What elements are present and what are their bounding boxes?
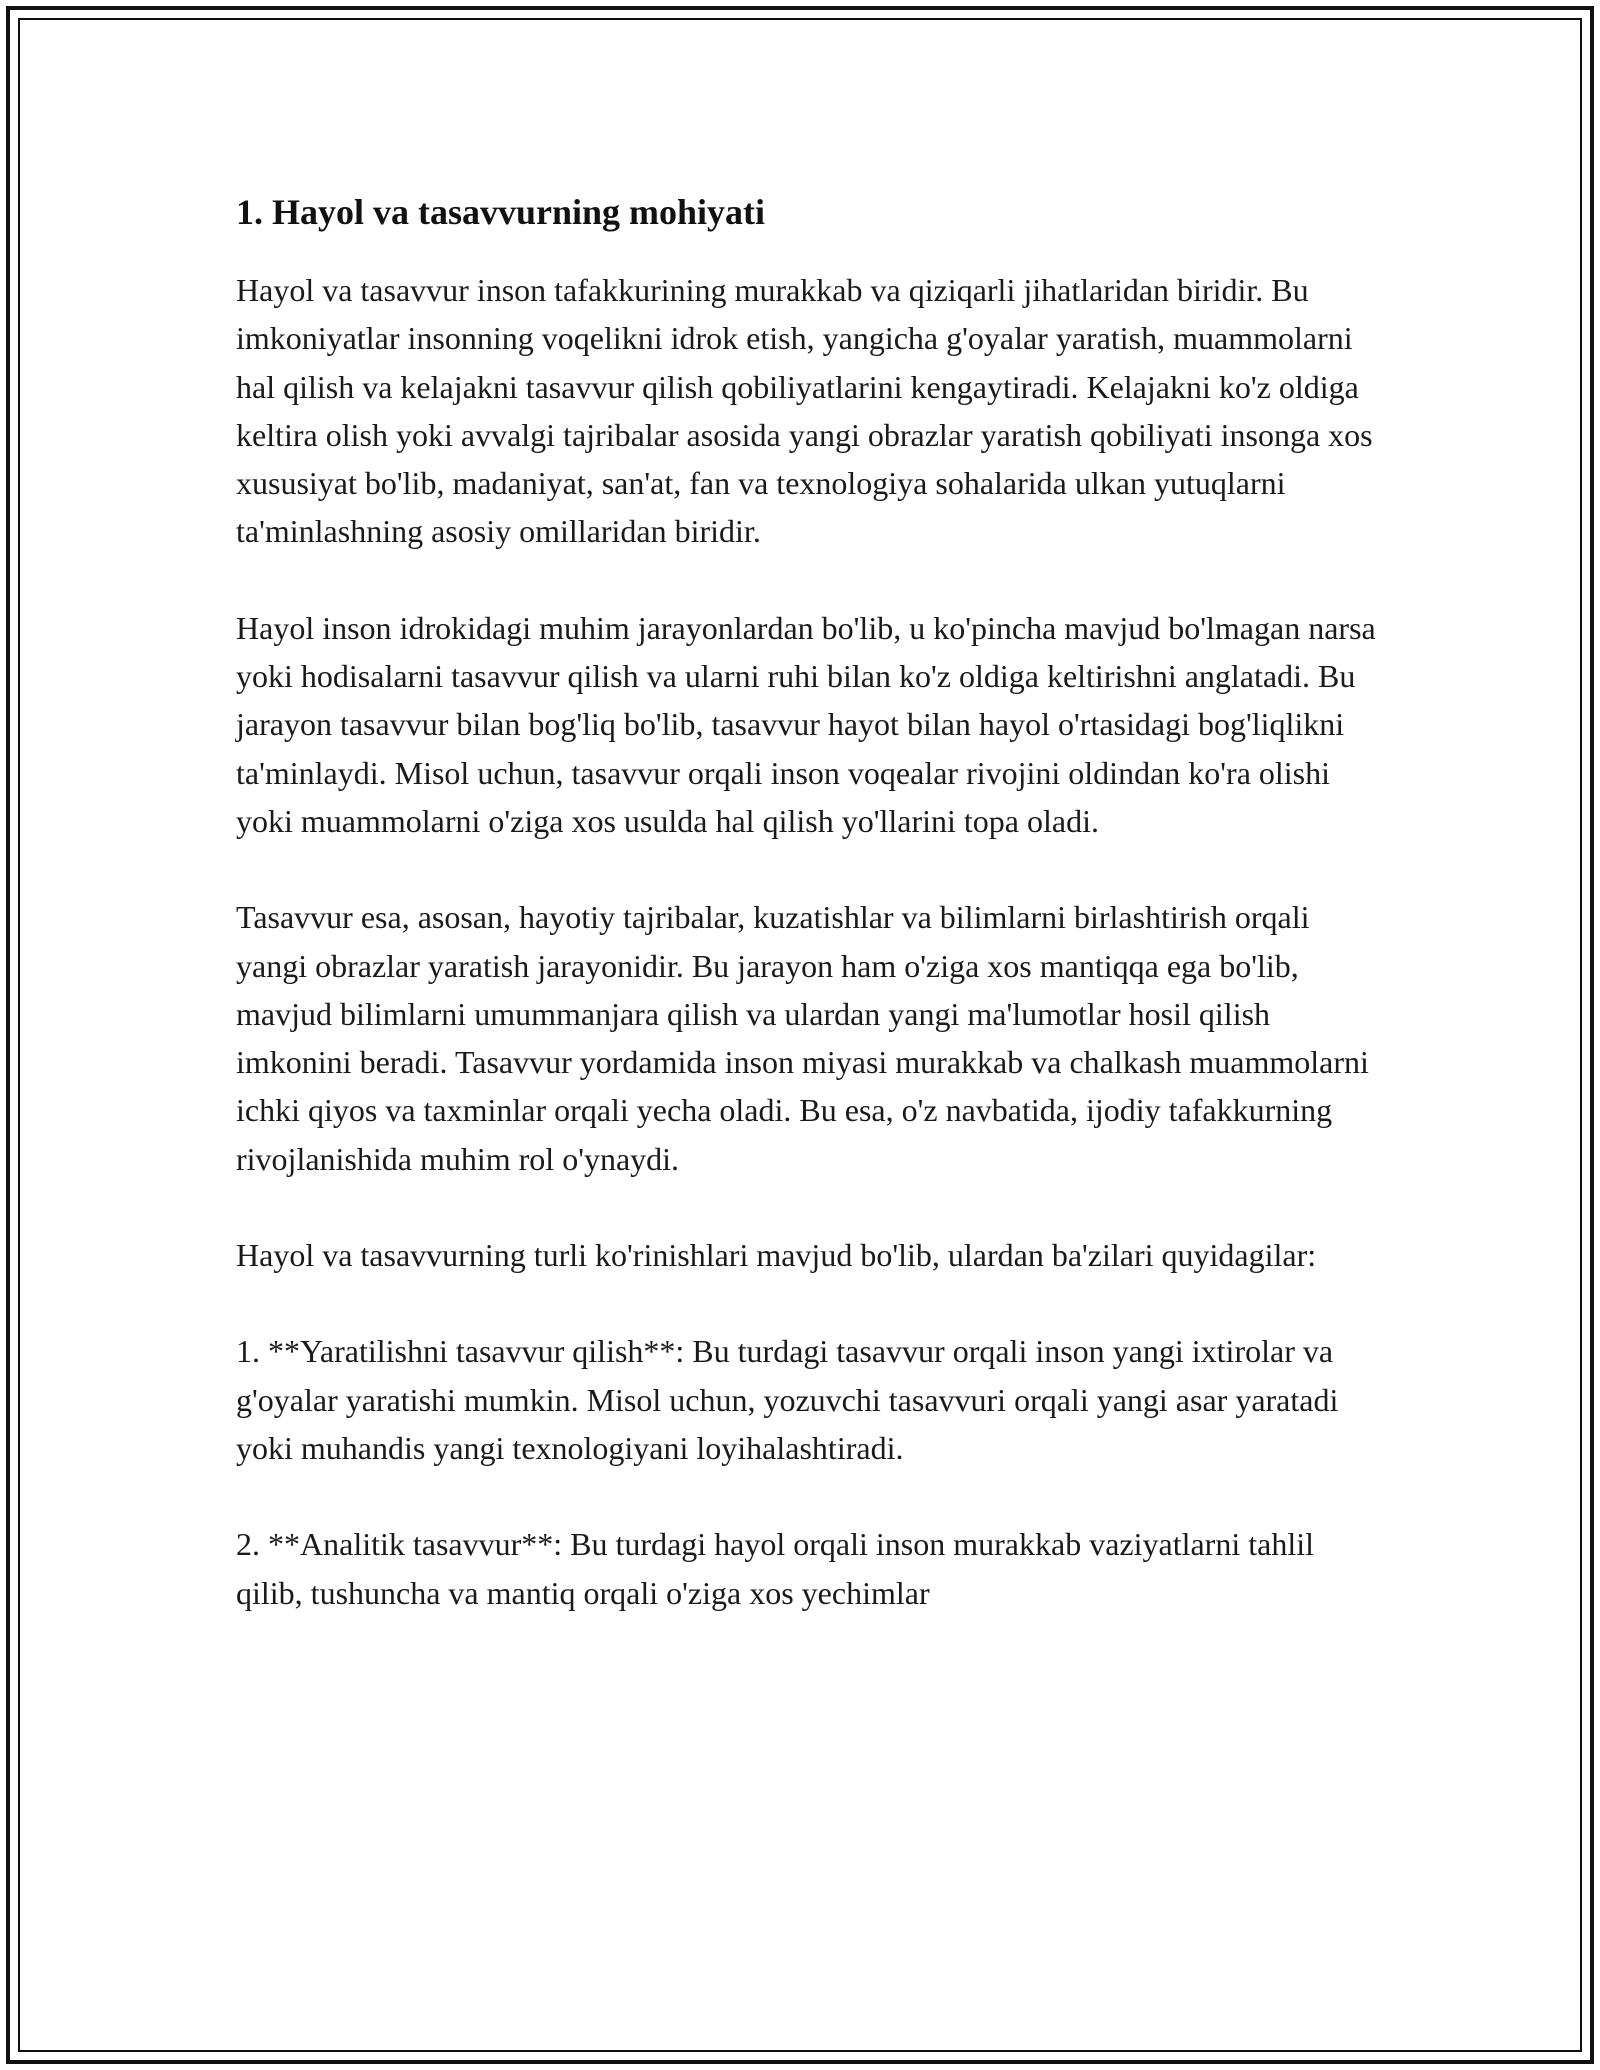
paragraph-types-intro: Hayol va tasavvurning turli ko'rinishlari mavjud bo'lib, ulardan ba'zilari quyidagilar: (236, 1237, 1317, 1274)
paragraph-intro: Hayol va tasavvur inson tafakkurining murakkab va qiziqarli jihatlaridan biridir. Bu imkoniyatlar insonning voqelikni idrok etish, yangicha g'oyalar yaratish, muammolarni hal qilish va kelajakni tasavvur qilish qobiliyatlarini kengaytiradi. Kelajakni ko'z oldiga keltira olish yoki avvalgi tajribalar asosida yangi obrazlar yaratish qobiliyati insonga xos xususiyat bo'lib, madaniyat, san'at, fan va texnologiya sohalarida ulkan yutuqlarni ta'minlashning asosiy omillaridan biridir. (236, 272, 1373, 550)
list-item-2: 2. **Analitik tasavvur**: Bu turdagi hayol orqali inson murakkab vaziyatlarni tahlil qilib, tushuncha va mantiq orqali o'ziga xos yechimlar (236, 1526, 1314, 1611)
section-heading: 1. Hayol va tasavvurning mohiyati (236, 192, 766, 232)
paragraph-tasavvur: Tasavvur esa, asosan, hayotiy tajribalar, kuzatishlar va bilimlarni birlashtirish orqali yangi obrazlar yaratish jarayonidir. Bu jarayon ham o'ziga xos mantiqqa ega bo'lib, mavjud bilimlarni umummanjara qilish va ulardan yangi ma'lumotlar hosil qilish imkonini beradi. Tasavvur yordamida inson miyasi murakkab va chalkash muammolarni ichki qiyos va taxminlar orqali yecha oladi. Bu esa, o'z navbatida, ijodiy tafakkurning rivojlanishida muhim rol o'ynaydi. (236, 899, 1369, 1177)
paragraph-hayol: Hayol inson idrokidagi muhim jarayonlardan bo'lib, u ko'pincha mavjud bo'lmagan narsa yoki hodisalarni tasavvur qilish va ularni ruhi bilan ko'z oldiga keltirishni anglatadi. Bu jarayon tasavvur bilan bog'liq bo'lib, tasavvur hayot bilan hayol o'rtasidagi bog'liqlikni ta'minlaydi. Misol uchun, tasavvur orqali inson voqealar rivojini oldindan ko'ra olishi yoki muammolarni o'ziga xos usulda hal qilish yo'llarini topa oladi. (236, 609, 1376, 839)
document-body (236, 188, 1376, 1665)
list-item-1: 1. **Yaratilishni tasavvur qilish**: Bu turdagi tasavvur orqali inson yangi ixtirolar va g'oyalar yaratishi mumkin. Misol uchun, yozuvchi tasavvuri orqali yangi asar yaratadi yoki muhandis yangi texnologiyani loyihalashtiradi. (236, 1333, 1339, 1466)
